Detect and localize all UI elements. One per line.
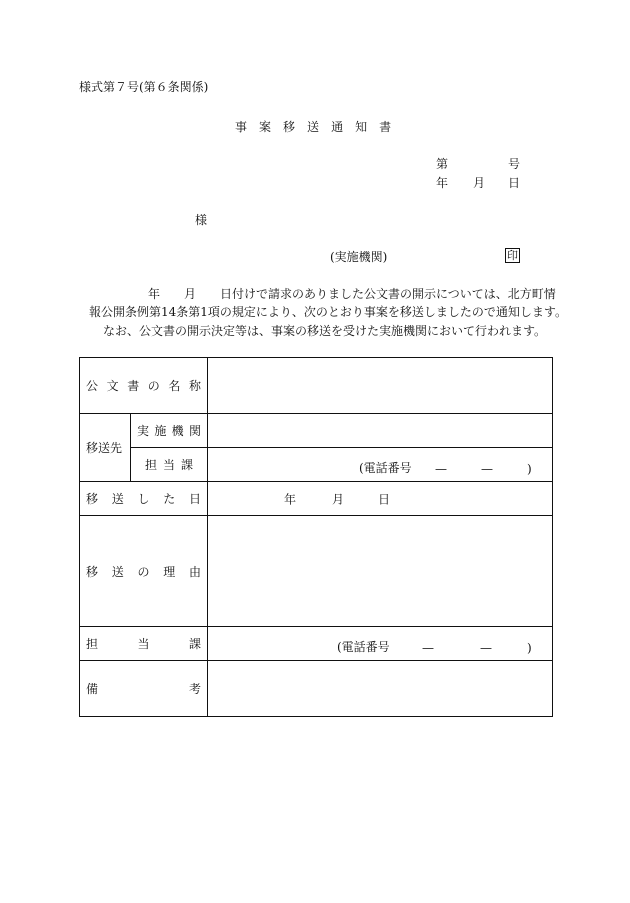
label-char: 公	[86, 379, 99, 393]
destination-label: 移送先	[80, 414, 131, 482]
date-month-label: 月	[473, 176, 486, 190]
date-day: 日	[378, 492, 391, 506]
transfer-date-label	[80, 482, 208, 516]
table-row	[80, 482, 553, 516]
title-char: 書	[379, 120, 392, 134]
phone-label: (電話番号	[359, 461, 412, 475]
agency-cell-label	[131, 414, 208, 448]
remarks-value	[208, 661, 553, 717]
table-row	[80, 661, 553, 717]
title-char: 案	[259, 120, 272, 134]
person-phone-cell	[208, 627, 553, 661]
number-prefix: 第	[436, 157, 449, 171]
label-char: 名	[168, 379, 181, 393]
form-number: 様式第７号(第６条関係)	[79, 80, 209, 94]
table-row	[80, 358, 553, 414]
label-char: 考	[188, 682, 201, 696]
document-title	[235, 121, 391, 133]
person-section-label	[80, 627, 208, 661]
label-char: 理	[163, 564, 176, 579]
label-char: 担	[86, 637, 99, 651]
document-name-label	[80, 358, 208, 414]
phone-label: (電話番号	[337, 640, 390, 654]
title-char: 知	[355, 120, 368, 134]
transfer-date-value	[208, 482, 553, 516]
label-char: 施	[154, 424, 167, 438]
title-char: 通	[331, 120, 344, 134]
label-char: 移	[86, 564, 99, 579]
label-char: の	[137, 564, 150, 579]
date-year-label: 年	[436, 176, 449, 190]
phone-close: )	[527, 462, 532, 476]
date-day-label: 日	[508, 176, 521, 190]
date-month: 月	[332, 492, 345, 506]
body-line-2: 報公開条例第14条第1項の規定により、次のとおり事案を移送しましたので通知します。	[89, 305, 567, 319]
label-char: し	[137, 492, 150, 506]
label-char: 当	[137, 637, 150, 651]
phone-dash: —	[481, 462, 493, 476]
phone-dash: —	[422, 641, 434, 655]
agency-cell-value	[208, 414, 553, 448]
section-cell-label	[131, 448, 208, 482]
agency-label: (実施機関)	[330, 250, 388, 264]
title-char: 事	[235, 120, 248, 134]
label-char: 移	[86, 492, 99, 506]
seal-mark: 印	[507, 249, 518, 262]
table-row	[80, 448, 553, 482]
label-char: 課	[188, 637, 201, 651]
date-year: 年	[284, 492, 297, 506]
title-char: 移	[283, 120, 296, 134]
title-char: 送	[307, 120, 320, 134]
table-row	[80, 414, 553, 448]
transfer-table	[79, 357, 553, 717]
number-suffix: 号	[508, 157, 521, 171]
label-char: 称	[188, 379, 201, 393]
label-char: 当	[162, 458, 175, 472]
section-phone-cell	[208, 448, 553, 482]
table-row	[80, 516, 553, 627]
body-line-1: 年 月 日付けで請求のありました公文書の開示については、北方町情	[148, 287, 556, 301]
label-char: 関	[188, 424, 201, 438]
label-char: 書	[127, 379, 140, 393]
table-row	[80, 627, 553, 661]
addressee-suffix: 様	[195, 213, 208, 227]
label-char: 文	[106, 379, 119, 393]
label-char: 送	[111, 492, 124, 506]
label-char: た	[163, 492, 176, 506]
phone-dash: —	[480, 641, 492, 655]
label-char: 送	[111, 564, 124, 579]
label-char: 実	[137, 424, 150, 438]
label-char: 日	[188, 492, 201, 506]
label-char: 機	[171, 424, 184, 438]
label-char: 課	[180, 458, 193, 472]
body-line-3: なお、公文書の開示決定等は、事案の移送を受けた実施機関において行われます。	[103, 324, 547, 338]
reason-label	[80, 516, 208, 627]
label-char: の	[147, 379, 160, 393]
phone-dash: —	[435, 462, 447, 476]
label-char: 由	[188, 564, 201, 579]
phone-close: )	[527, 641, 532, 655]
reason-value	[208, 516, 553, 627]
remarks-label	[80, 661, 208, 717]
document-name-value	[208, 358, 553, 414]
label-char: 備	[86, 682, 99, 696]
label-char: 担	[145, 458, 158, 472]
